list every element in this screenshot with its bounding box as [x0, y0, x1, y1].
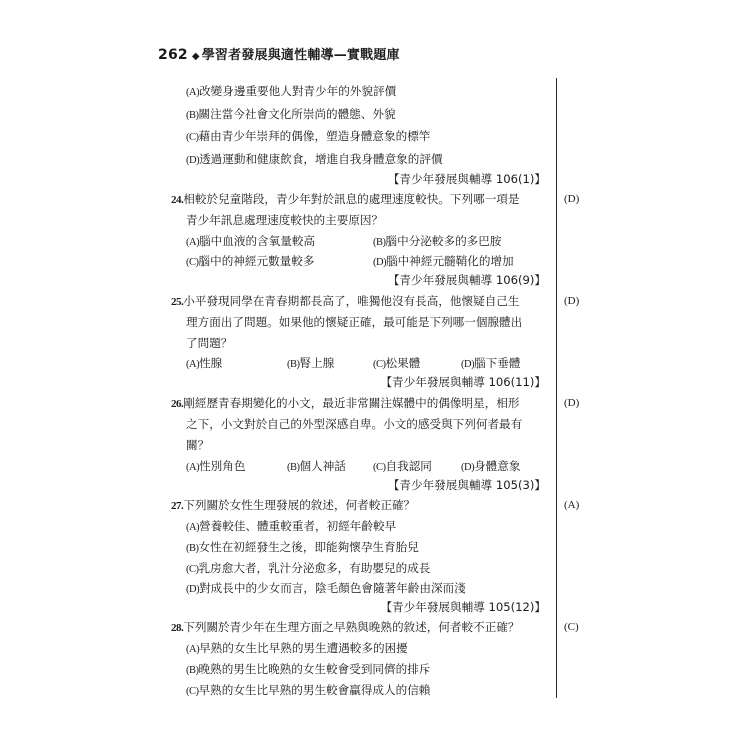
q28-option-c: (C)早熟的女生比早熟的男生較會贏得成人的信賴 [186, 683, 431, 697]
q27-option-b: (B)女性在初經發生之後，即能夠懷孕生育胎兒 [186, 540, 419, 554]
q23-option-b: (B)關注當今社會文化所崇尚的體態、外貌 [186, 107, 396, 121]
q25-source: 【青少年發展與輔導 106(11)】 [380, 375, 546, 389]
q26-option-c: (C)自我認同 [373, 459, 432, 473]
q23-option-c: (C)藉由青少年崇拜的偶像，塑造身體意象的標竿 [186, 129, 431, 143]
answer-column-divider [556, 78, 557, 698]
q25-option-b: (B)腎上腺 [287, 356, 335, 370]
q27-stem-line-1: 27.下列關於女性生理發展的敘述，何者較正確？ [171, 498, 416, 512]
q25-stem-line-1: 25.小平發現同學在青春期都長高了，唯獨他沒有長高，他懷疑自己生 [171, 294, 520, 308]
q23-option-d: (D)透過運動和健康飲食，增進自我身體意象的評價 [186, 152, 443, 166]
q27-source: 【青少年發展與輔導 105(12)】 [380, 600, 546, 614]
page-number: 262 [158, 47, 188, 63]
q26-number: 26. [171, 398, 184, 410]
q25-stem-line-3: 了問題？ [186, 336, 233, 350]
q28-option-a: (A)早熟的女生比早熟的男生遭遇較多的困擾 [186, 641, 408, 655]
q24-number: 24. [171, 194, 184, 206]
q27-option-d: (D)對成長中的少女而言，陰毛顏色會隨著年齡由深而淺 [186, 581, 466, 595]
q27-answer: (A) [564, 499, 580, 511]
q23-source: 【青少年發展與輔導 106(1)】 [387, 172, 546, 186]
book-title: 學習者發展與適性輔導—實戰題庫 [201, 48, 400, 63]
diamond-icon: ◆ [191, 51, 200, 62]
q25-stem-line-2: 理方面出了問題。如果他的懷疑正確，最可能是下列哪一個腺體出 [186, 315, 523, 329]
q28-option-b: (B)晚熟的男生比晚熟的女生較會受到同儕的排斥 [186, 662, 431, 676]
q25-option-c: (C)松果體 [373, 356, 421, 370]
q26-stem-line-3: 關？ [186, 438, 210, 452]
q24-answer: (D) [564, 193, 580, 205]
q27-number: 27. [171, 500, 184, 512]
q24-stem-line-1: 24.相較於兒童階段，青少年對於訊息的處理速度較快。下列哪一項是 [171, 192, 520, 206]
q28-answer: (C) [564, 621, 579, 633]
q25-option-a: (A)性腺 [186, 356, 223, 370]
q28-number: 28. [171, 622, 184, 634]
q24-option-d: (D)腦中神經元髓鞘化的增加 [373, 254, 514, 268]
q26-option-b: (B)個人神話 [287, 459, 346, 473]
q25-number: 25. [171, 296, 184, 308]
q24-source: 【青少年發展與輔導 106(9)】 [387, 273, 546, 287]
page-header [158, 44, 400, 63]
q26-stem-line-1: 26.剛經歷青春期變化的小文，最近非常關注媒體中的偶像明星，相形 [171, 396, 520, 410]
q23-option-a: (A)改變身邊重要他人對青少年的外貌評價 [186, 84, 397, 98]
q26-answer: (D) [564, 397, 580, 409]
q25-option-d: (D)腦下垂體 [461, 356, 521, 370]
q26-source: 【青少年發展與輔導 105(3)】 [387, 478, 546, 492]
q26-option-d: (D)身體意象 [461, 459, 521, 473]
q25-answer: (D) [564, 295, 580, 307]
q27-option-a: (A)營養較佳、體重較重者，初經年齡較早 [186, 519, 397, 533]
q24-option-b: (B)腦中分泌較多的多巴胺 [373, 234, 502, 248]
q26-option-a: (A)性別角色 [186, 459, 246, 473]
q28-stem-line-1: 28.下列關於青少年在生理方面之早熟與晚熟的敘述，何者較不正確？ [171, 620, 520, 634]
q24-option-c: (C)腦中的神經元數量較多 [186, 254, 315, 268]
q27-option-c: (C)乳房愈大者，乳汁分泌愈多，有助嬰兒的成長 [186, 561, 431, 575]
q24-option-a: (A)腦中血液的含氧量較高 [186, 234, 316, 248]
q24-stem-line-2: 青少年訊息處理速度較快的主要原因？ [186, 213, 384, 227]
q26-stem-line-2: 之下，小文對於自己的外型深感自卑。小文的感受與下列何者最有 [186, 417, 523, 431]
